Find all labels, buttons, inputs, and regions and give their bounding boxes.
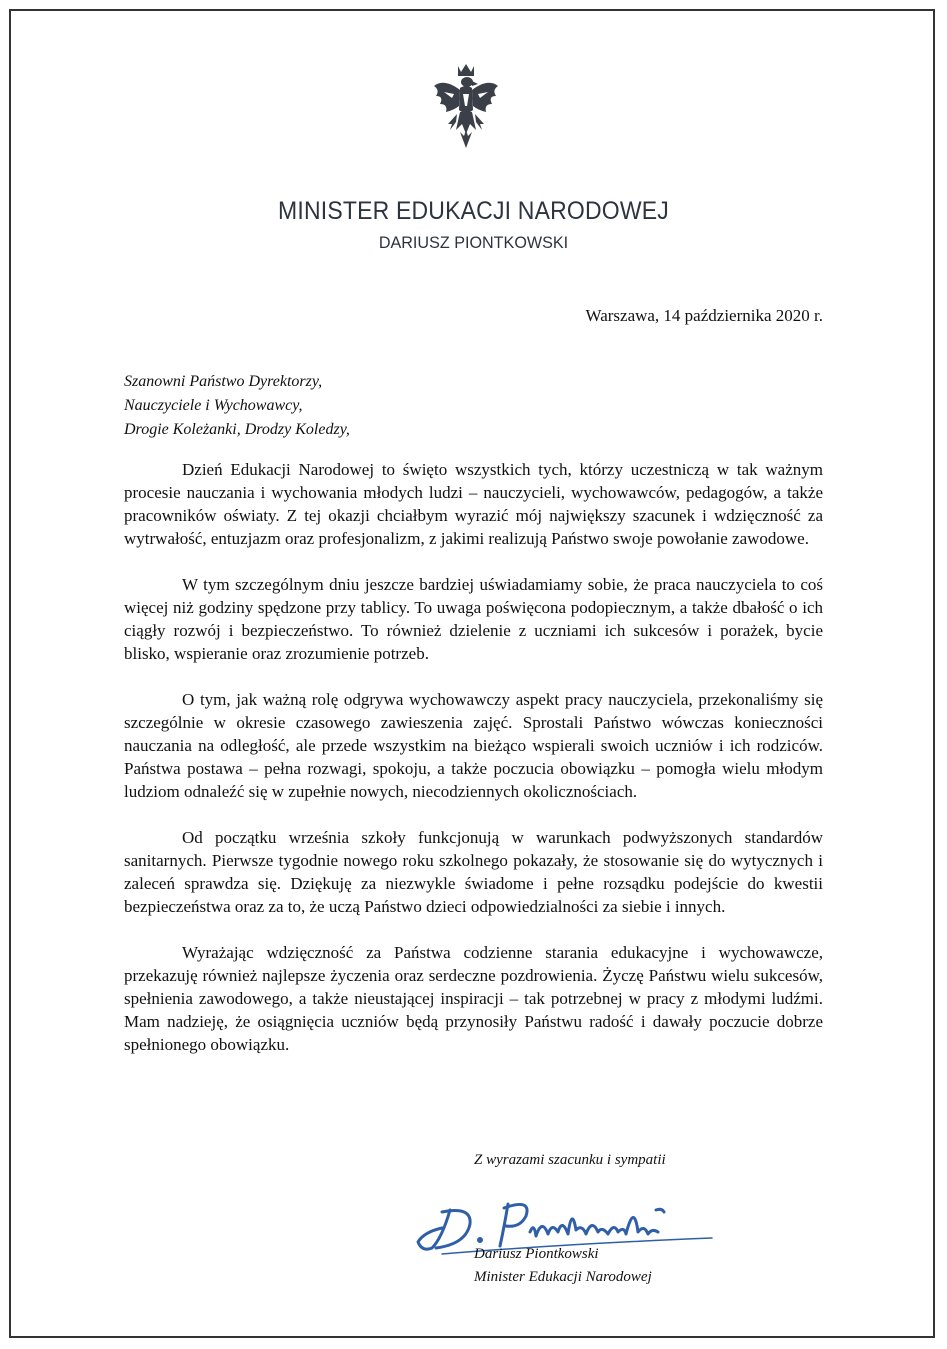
salutation-line: Nauczyciele i Wychowawcy, (124, 397, 303, 414)
signatory-title: Minister Edukacji Narodowej (474, 1269, 652, 1285)
minister-name-header: DARIUSZ PIONTKOWSKI (378, 233, 569, 252)
letter-date: Warszawa, 14 października 2020 r. (585, 306, 823, 325)
body-paragraph: W tym szczególnym dniu jeszcze bardziej uświadamiamy sobie, że praca nauczyciela to coś więcej niż godziny spędzone przy tablicy. To uwaga poświęcona podopiecznym, a także dbałość o ich ciągły rozwój i bezpieczeństwo. To również dzielenie z uczniami ich sukcesów i porażek, bycie blisko, wspieranie oraz zrozumienie potrzeb. (124, 575, 823, 663)
salutation (124, 370, 350, 442)
body-paragraph: Dzień Edukacji Narodowej to święto wszystkich tych, którzy uczestniczą w tak ważnym procesie nauczania i wychowania młodych ludzi – nauczycieli, wychowawców, pedagogów, a także pracowników oświaty. Z tej okazji chciałbym wyrazić mój największy szacunek i wdzięczność za wytrwałość, entuzjazm oraz profesjonalizm, z jakimi realizują Państwo swoje powołanie zawodowe. (124, 460, 823, 548)
salutation-line: Drogie Koleżanki, Drodzy Koledzy, (124, 421, 350, 438)
body-paragraph: Wyrażając wdzięczność za Państwa codzienne starania edukacyjne i wychowawcze, przekazuję również najlepsze życzenia oraz serdeczne pozdrowienia. Życzę Państwu wielu sukcesów, spełnienia zawodowego, a także nieustającej inspiracji – tak potrzebnej w pracy z młodymi ludźmi. Mam nadzieję, że osiągnięcia uczniów będą przynosiły Państwu radość i dawały poczucie dobrze spełnionego obowiązku. (124, 943, 823, 1054)
signatory-name: Dariusz Piontkowski (474, 1246, 599, 1262)
closing-phrase: Z wyrazami szacunku i sympatii (474, 1152, 666, 1168)
polish-eagle-emblem-icon (430, 60, 502, 152)
ministry-title: MINISTER EDUKACJI NARODOWEJ (278, 197, 669, 225)
body-paragraph: Od początku września szkoły funkcjonują w warunkach podwyższonych standardów sanitarnych. Pierwsze tygodnie nowego roku szkolnego pokazały, że stosowanie się do wytycznych i zaleceń sprawdza się. Dziękuję za niezwykle świadome i pełne rozsądku podejście do kwestii bezpieczeństwa oraz za to, że uczą Państwo dzieci odpowiedzialności za siebie i innych. (124, 828, 823, 916)
salutation-line: Szanowni Państwo Dyrektorzy, (124, 373, 323, 390)
body-paragraph: O tym, jak ważną rolę odgrywa wychowawczy aspekt pracy nauczyciela, przekonaliśmy się szczególnie w okresie czasowego zawieszenia zajęć. Sprostali Państwo wówczas konieczności nauczania na odległość, ale przede wszystkim na bieżąco wspierali swoich uczniów i ich rodziców. Państwa postawa – pełna rozwagi, spokoju, a także poczucia obowiązku – pomogła wielu młodym ludziom odnaleźć się w zupełnie nowych, niecodziennych okolicznościach. (124, 690, 823, 801)
letter-body (124, 458, 823, 1079)
signatory-block (474, 1243, 652, 1289)
